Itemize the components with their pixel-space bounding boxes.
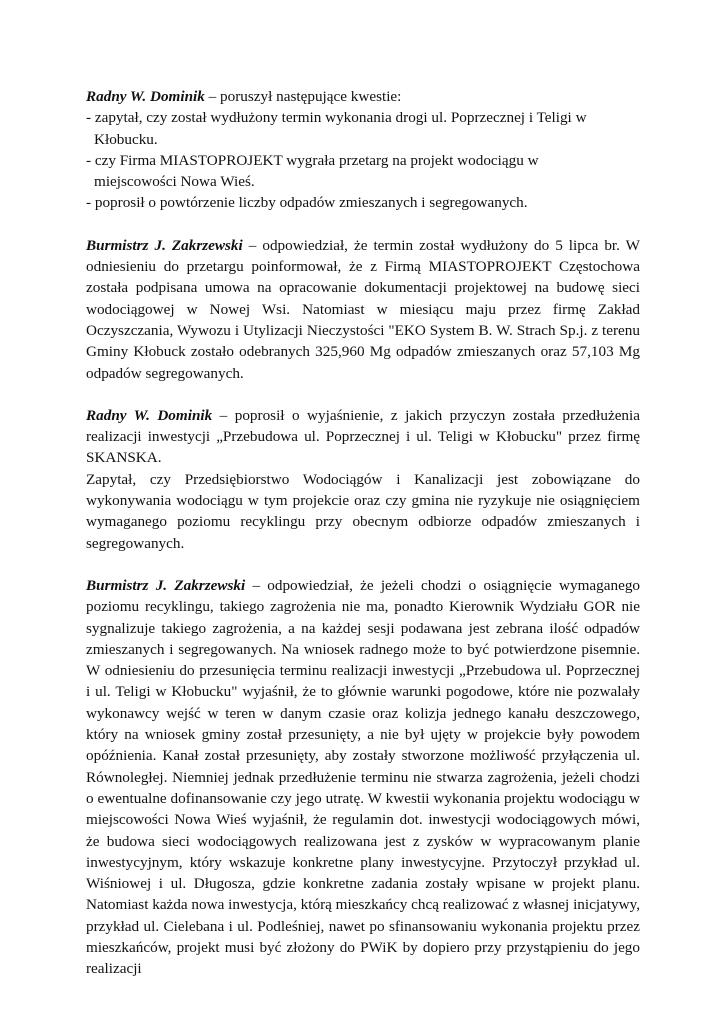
list-item [86,192,640,213]
paragraph-spacer [86,384,640,405]
paragraph-dominik-1 [86,86,640,107]
list-item [86,150,640,193]
paragraph-dominik-2 [86,405,640,469]
paragraph-spacer [86,554,640,575]
list-item [86,107,640,150]
speaker-name: Burmistrz J. Zakrzewski [86,576,246,594]
speaker-name: Radny W. Dominik [86,406,213,424]
paragraph-zakrzewski-2 [86,575,640,980]
list-item-continuation: miejscowości Nowa Wieś. [94,173,255,191]
paragraph-text: – poruszył następujące kwestie: [204,88,402,105]
speaker-name: Radny W. Dominik [86,88,205,105]
paragraph-spacer [86,214,640,235]
paragraph-zakrzewski-1 [86,235,640,384]
document-body [86,86,640,980]
list-item-text: - poprosił o powtórzenie liczby odpadów zmieszanych i segregowanych. [86,194,528,212]
list-item-text: - zapytał, czy został wydłużony termin wykonania drogi ul. Poprzecznej i Teligi w [86,109,587,127]
speaker-name: Burmistrz J. Zakrzewski [86,236,243,254]
paragraph-text: – odpowiedział, że termin został wydłużony do 5 lipca br. W odniesieniu do przetargu poinformował, że z Firmą MIASTOPROJEKT Częstochowa została podpisana umowa na opracowanie dokumentacji projektowej na budowę sieci wodociągowej w Nowej Wsi. Natomiast w miesiącu maju przez firmę Zakład Oczyszczania, Wywozu i Utylizacji Nieczystości "EKO System B. W. Strach Sp.j. z terenu Gminy Kłobuck zostało odebranych 325,960 Mg odpadów zmieszanych oraz 57,103 Mg odpadów segregowanych. [86,236,640,382]
paragraph-text: – poprosił o wyjaśnienie, z jakich przyczyn została przedłużenia realizacji inwestycji „Przebudowa ul. Poprzecznej i ul. Teligi w Kłobucku" przez firmę SKANSKA. [86,406,640,467]
list-item-continuation: Kłobucku. [94,130,158,148]
paragraph-dominik-2-question [86,469,640,554]
list-item-text: - czy Firma MIASTOPROJEKT wygrała przetarg na projekt wodociągu w [86,151,539,169]
paragraph-text: Zapytał, czy Przedsiębiorstwo Wodociągów i Kanalizacji jest zobowiązane do wykonywania wodociągu w tym projekcie oraz czy gmina nie ryzykuje nie osiągnięciem wymaganego poziomu recyklingu przy obecnym odbiorze odpadów zmieszanych i segregowanych. [86,470,640,552]
paragraph-text: – odpowiedział, że jeżeli chodzi o osiągnięcie wymaganego poziomu recyklingu, takiego zagrożenia nie ma, ponadto Kierownik Wydziału GOR nie sygnalizuje takiego zagrożenia, a na każdej sesji podawana jest zebrana ilość odpadów zmieszanych i segregowanych. Na wniosek radnego może to być potwierdzone pisemnie. W odniesieniu do przesunięcia terminu realizacji inwestycji „Przebudowa ul. Poprzecznej i ul. Teligi w Kłobucku" wyjaśnił, że to głównie warunki pogodowe, które nie pozwalały wykonawcy wejść w teren w danym czasie oraz kolizja jednego kanału deszczowego, który na wniosek gminy został przesunięty, a nie był ujęty w projekcie były powodem opóźnienia. Kanał został przesunięty, aby zostały stworzone możliwość przyłączenia ul. Równoległej. Niemniej jednak przedłużenie terminu nie stwarza zagrożenia, jeżeli chodzi o ewentualne dofinansowanie czy jego utratę. W kwestii wykonania projektu wodociągu w miejscowości Nowa Wieś wyjaśnił, że regulamin dot. inwestycji wodociągowych mówi, że budowa sieci wodociągowych realizowana jest z zysków w wypracowanym planie inwestycyjnym, który wskazuje konkretne plany inwestycyjne. Przytoczył przykład ul. Wiśniowej i ul. Długosza, gdzie konkretne zadania zostały wpisane w projekt planu. Natomiast każda nowa inwestycja, którą mieszkańcy chcą realizować z własnej inicjatywy, przykład ul. Cielebana i ul. Podleśniej, nawet po sfinansowaniu wykonania projektu przez mieszkańców, projekt musi być złożony do PWiK by dopiero przy przystąpieniu do jego realizacji [86,576,641,978]
